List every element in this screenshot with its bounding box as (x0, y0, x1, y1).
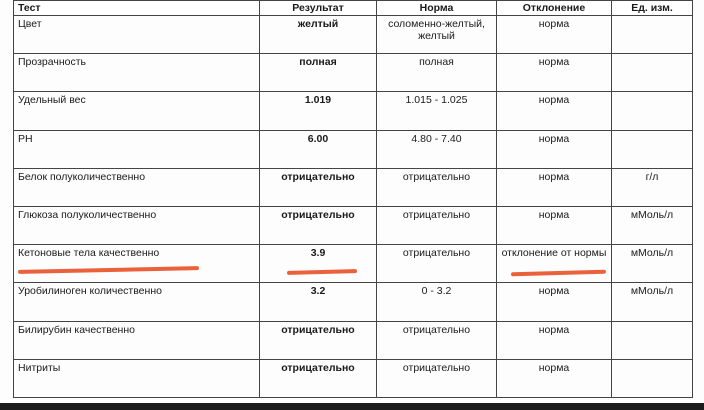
header-unit: Ед. изм. (612, 1, 693, 16)
deviation-value: норма (497, 206, 612, 244)
deviation-value: норма (497, 359, 612, 397)
table-row (14, 92, 693, 130)
result-value: желтый (260, 16, 377, 54)
bottom-edge-bar (0, 403, 704, 410)
unit-value: мМоль/л (612, 283, 693, 321)
test-name: Белок полуколичественно (14, 168, 260, 206)
table-row (14, 321, 693, 359)
norm-value: отрицательно (377, 321, 497, 359)
unit-value: мМоль/л (612, 206, 693, 244)
header-test: Тест (14, 1, 260, 16)
result-value: отрицательно (260, 168, 377, 206)
norm-value: 1.015 - 1.025 (377, 92, 497, 130)
test-name: Цвет (14, 16, 260, 54)
test-name: Прозрачность (14, 54, 260, 92)
deviation-value: норма (497, 321, 612, 359)
table-row (14, 54, 693, 92)
result-value: 1.019 (260, 92, 377, 130)
table-row (14, 130, 693, 168)
norm-value: отрицательно (377, 359, 497, 397)
unit-value: г/л (612, 168, 693, 206)
deviation-value: норма (497, 130, 612, 168)
test-name: PH (14, 130, 260, 168)
header-row (14, 1, 693, 16)
unit-value (612, 54, 693, 92)
test-name: Уробилиноген количественно (14, 283, 260, 321)
table-row (14, 16, 693, 54)
result-value: 3.9 (260, 245, 377, 283)
result-value: отрицательно (260, 321, 377, 359)
table-row-highlighted (14, 245, 693, 283)
norm-value: полная (377, 54, 497, 92)
result-value: отрицательно (260, 359, 377, 397)
deviation-value: отклонение от нормы (497, 245, 612, 283)
result-value: 3.2 (260, 283, 377, 321)
unit-value (612, 130, 693, 168)
deviation-value: норма (497, 16, 612, 54)
result-value: полная (260, 54, 377, 92)
unit-value (612, 321, 693, 359)
deviation-value: норма (497, 283, 612, 321)
norm-value: отрицательно (377, 245, 497, 283)
results-table (13, 0, 693, 398)
header-deviation: Отклонение (497, 1, 612, 16)
unit-value (612, 359, 693, 397)
table-row (14, 206, 693, 244)
unit-value (612, 92, 693, 130)
table-row (14, 168, 693, 206)
deviation-value: норма (497, 54, 612, 92)
deviation-value: норма (497, 92, 612, 130)
test-name: Нитриты (14, 359, 260, 397)
result-value: отрицательно (260, 206, 377, 244)
norm-value: 4.80 - 7.40 (377, 130, 497, 168)
header-norm: Норма (377, 1, 497, 16)
norm-value: отрицательно (377, 168, 497, 206)
table-row (14, 283, 693, 321)
test-name: Билирубин качественно (14, 321, 260, 359)
norm-value: соломенно-желтый, желтый (377, 16, 497, 54)
test-name: Глюкоза полуколичественно (14, 206, 260, 244)
unit-value (612, 16, 693, 54)
test-name: Удельный вес (14, 92, 260, 130)
norm-value: 0 - 3.2 (377, 283, 497, 321)
table-row (14, 359, 693, 397)
deviation-value: норма (497, 168, 612, 206)
result-value: 6.00 (260, 130, 377, 168)
unit-value: мМоль/л (612, 245, 693, 283)
header-result: Результат (260, 1, 377, 16)
test-name: Кетоновые тела качественно (14, 245, 260, 283)
norm-value: отрицательно (377, 206, 497, 244)
